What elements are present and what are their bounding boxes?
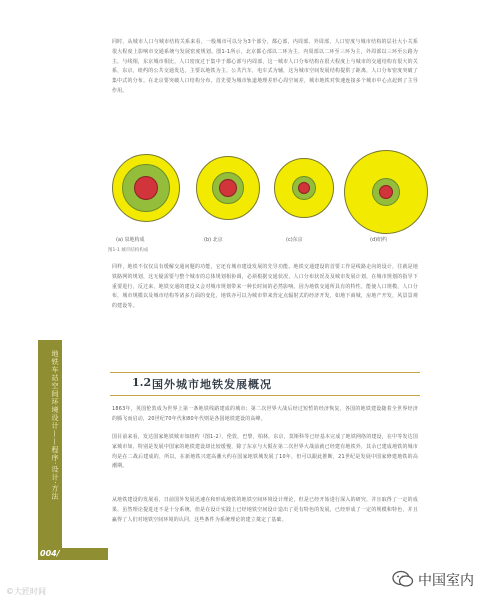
figure-title: 图1-1 城市结构构成 (108, 248, 149, 253)
body-paragraph-4: 国目前来看，发达国家地铁城市如纽约（图1-2），伦敦，巴黎，柏林，东京，莫斯科等已经基本完成了地铁网络的建设，在中等发达国家城市如，特别是发展中国家的地铁建设却比较缓慢，除了东京与大阪在第二次世界大战前就已经建有地铁外，其余已建成地铁的城市均是在二战后建成的，所以，在新地铁兴建高潮大约在国家地铁城发展了10年，但可以跟此推断，21世纪是发展中国家修建地铁的高潮期。 (112, 434, 418, 470)
city-structure-figure (108, 150, 418, 254)
diagram-b-core-circle (219, 179, 237, 197)
diagram-a-core-circle (134, 176, 158, 200)
section-heading (110, 372, 420, 396)
watermark-right: 中国室内 (418, 573, 474, 589)
diagram-c-core-circle (298, 182, 310, 194)
watermark-left: ©大匠时间 (6, 587, 46, 596)
page-number: 004/ (40, 549, 60, 558)
section-number: 1.2 (132, 376, 152, 389)
body-paragraph-2: 同样，地铁不仅仅具有缓解交通问题的功能，它还有城市建设发展的先导功能。地铁交通建设的首要工作是线路走向的设计，往就是地铁路网的规划，这无疑需要与整个城市的总体规划相协调，必须根据交通状况，人口分布状况及及城市发展计划，在城市规划的指导下重要进行，反过来，地铁交通的建设又会对城市规划带来一种长时间的必然影响。因为地铁交通所具有的特性，能使人口规模，人口分布，城市规模以及城市结构等诸多方面的变化，地铁亦可以为城市带来营定点辐射式的经济开发，如地下商城，房地产开发，风景景观的建设等。 (112, 264, 418, 310)
caption-d: (d)纽约 (370, 237, 388, 243)
body-paragraph-1: 同时，从城市人口与城市结构关系来看，一般城市可以分为3个部分，都心部、内周部、外周部，人口密度与城市结构的层社大小关系很大程度上影响市交通系统与发展密度规划。图1-1所示，北京都心部以二环为主，内周部以二环至三环为主，外周部以三环至公路为主，与线相，东京城市相比，人口密度过于集中于都心部与内周部，这一城市人口分布结构在很大程度上与城市的交通结构有很大的关系，东京，纽约的公共交通发达，主要以地铁为主，公共汽车，电车式为辅，这为城市空间发展结构提供了距离，人口分布密度突破了集中式的分布。在北京要突破人口结构分布，首先要为城市轨道地理差形心周空间差，城市地铁对快速连接多个城市中心点起到了主导作用。 (112, 39, 418, 94)
caption-a: (a) 泉地构成 (116, 237, 145, 243)
body-paragraph-3: 1863年，英国伦敦成为世界上第一条地铁线路建成的城市；第二次世界大战后经过短暂的经济恢复，各国的地铁建设随着全世界经济的腾飞而启动，20世纪70年代和80年代则是各国地铁建设的高峰。 (112, 406, 418, 422)
side-tab-text: 地铁车站空间环境设计——程序·设计·方法 (51, 350, 59, 501)
diagram-d-core-circle (379, 185, 393, 199)
body-paragraph-5: 从地铁建设的发展看，日前国外发展迅速在和形成地铁的地铁空间环境设计理论，但是已经开始进行深入的研究，并且取得了一定的成果，虽然理论提进还不是十分系统，但是在设计实践上已经地铁空间设计造出了更有特色的发展，已经形成了一定的规模和特色，并且赢得了人们对地铁空间环境的认同，这些条件为系统理论的建立奠定了基础。 (112, 497, 418, 523)
section-title: 国外城市地铁发展概况 (152, 378, 272, 391)
caption-c: (c)东京 (286, 237, 303, 243)
chat-bubble-icon (392, 570, 414, 588)
caption-b: (b) 北京 (204, 237, 223, 243)
chapter-side-tab (38, 340, 62, 552)
